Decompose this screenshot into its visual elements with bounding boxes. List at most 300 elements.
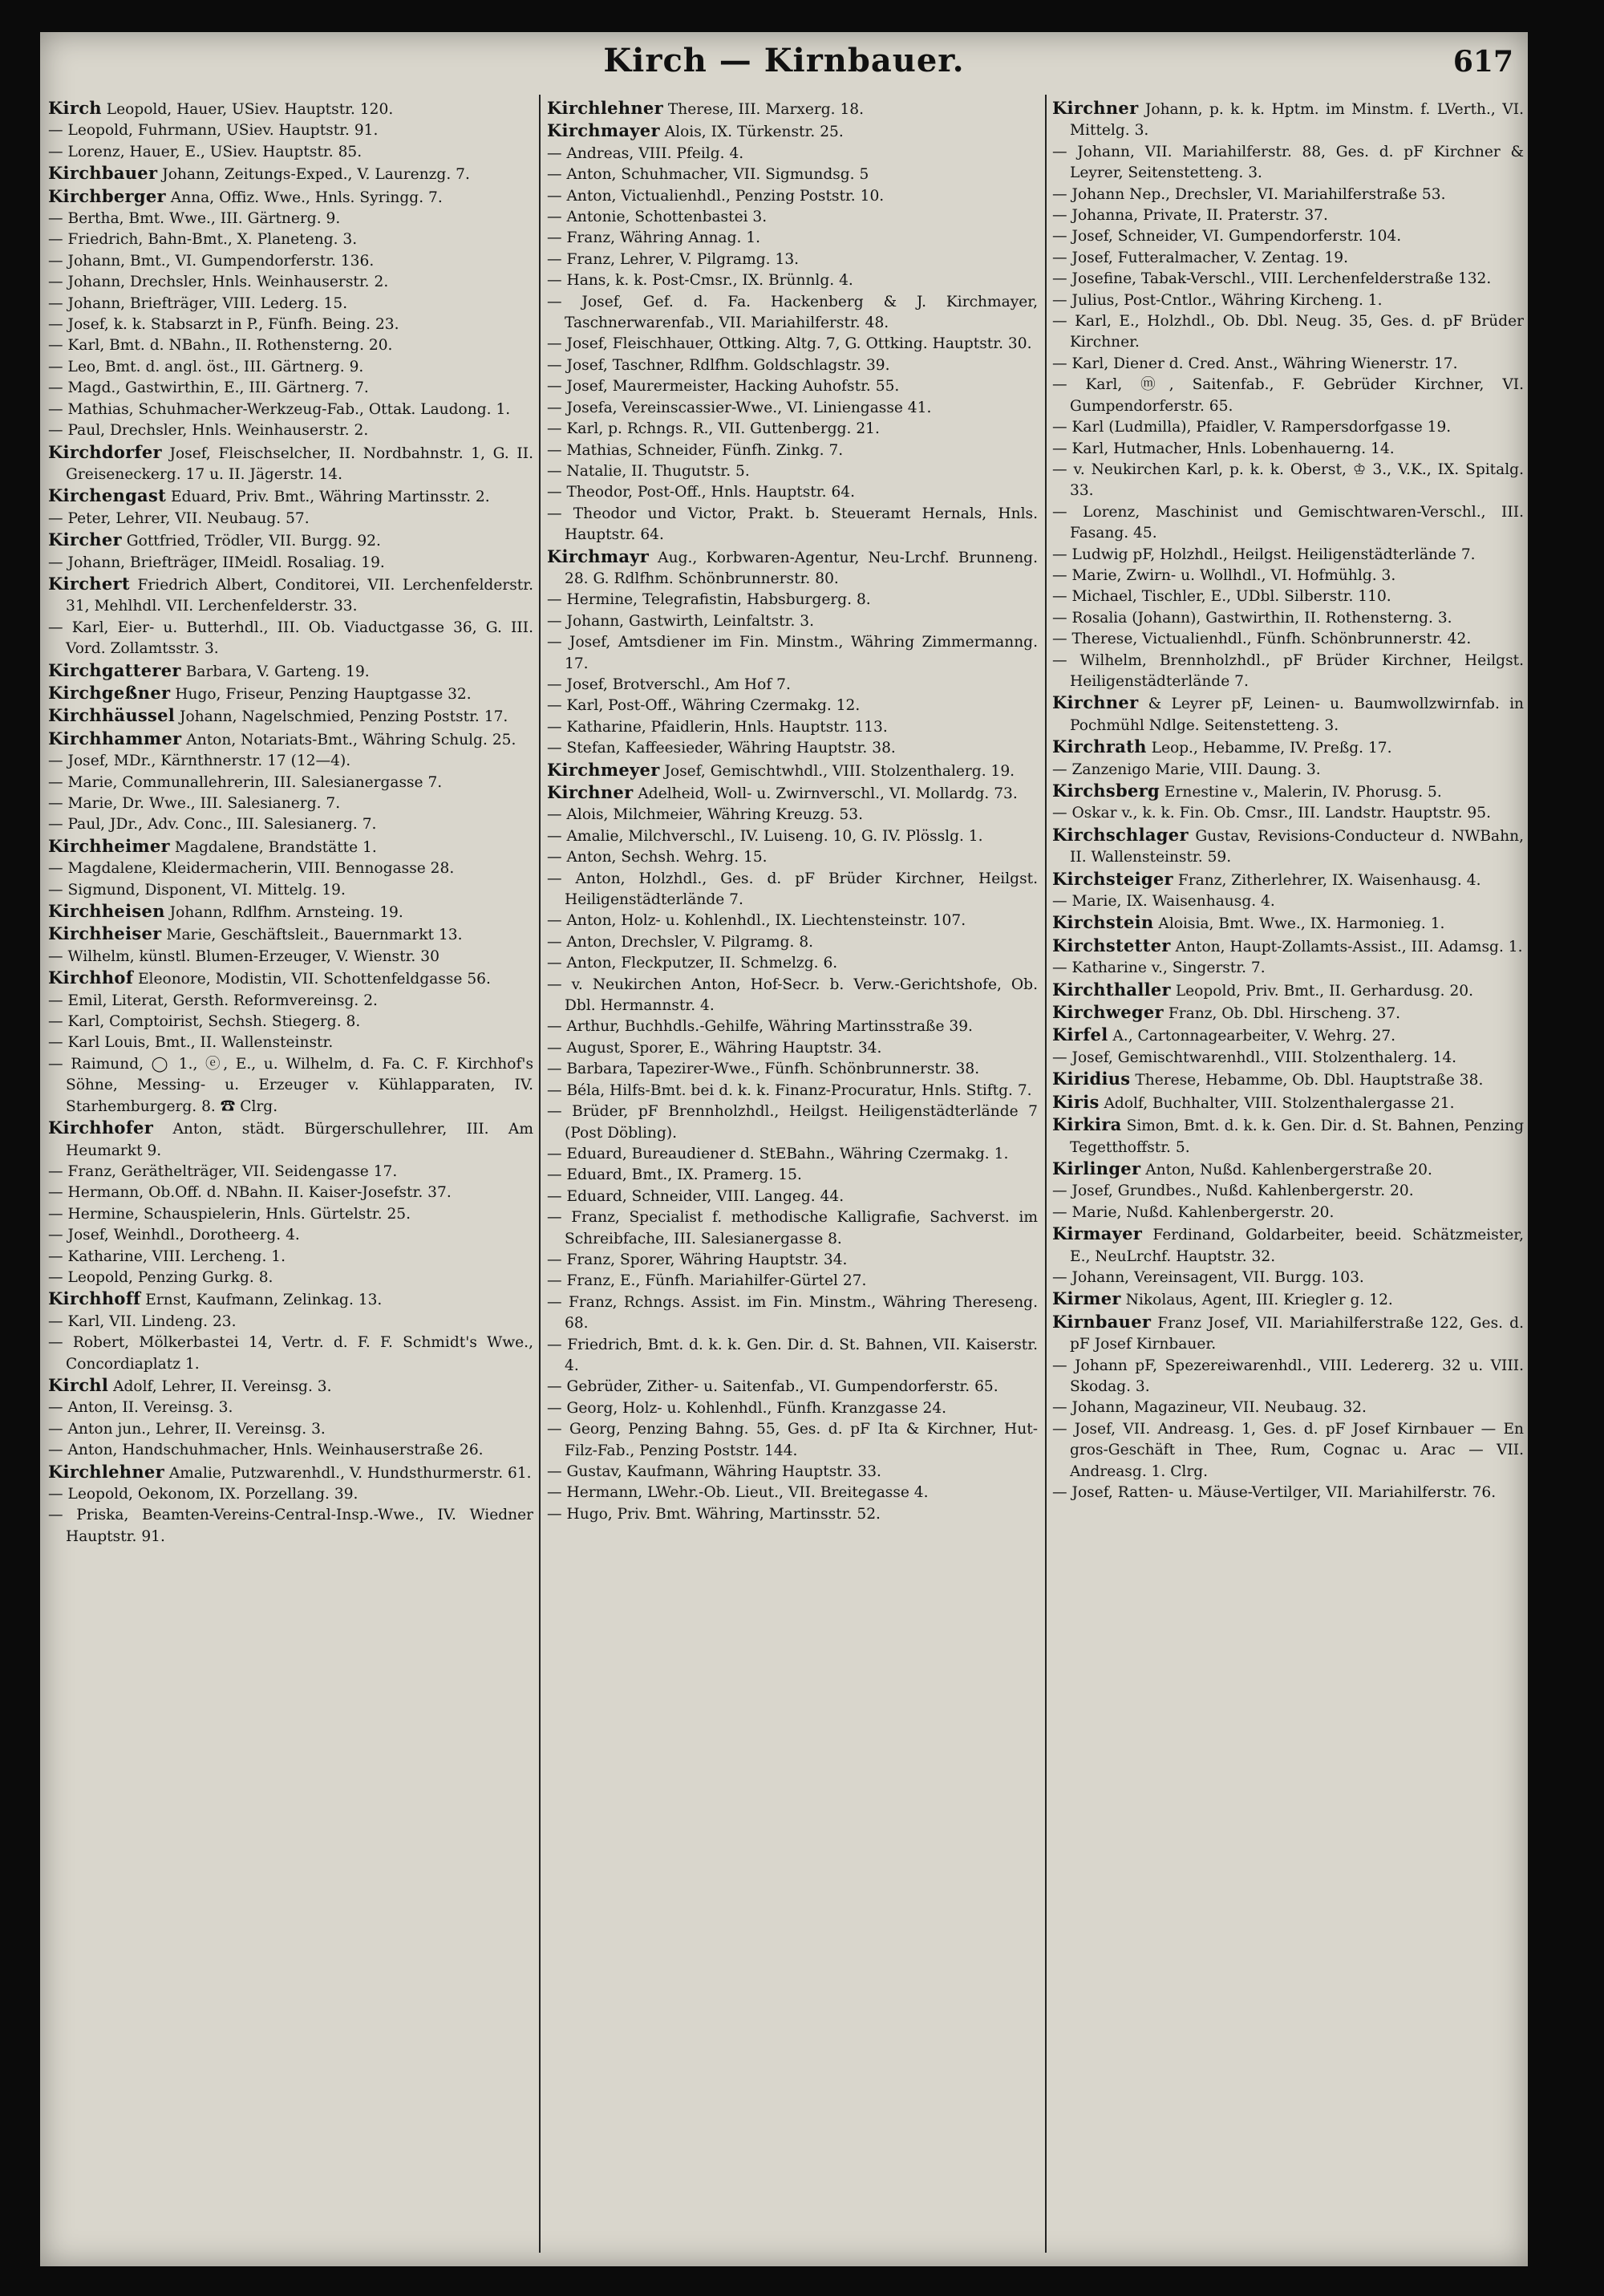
entry-text: — Gustav, Kaufmann, Währing Hauptstr. 33. (547, 1463, 881, 1480)
entry-text: — Priska, Beamten-Vereins-Central-Insp.-Wwe., IV. Wiedner Hauptstr. 91. (48, 1507, 533, 1545)
directory-entry (1052, 980, 1524, 1002)
directory-sub-entry (547, 975, 1038, 1017)
column-3 (1052, 98, 1524, 2256)
entry-text: — Franz, Specialist f. methodische Kalligrafie, Sachverst. im Schreibfache, III. Salesianergasse 8. (547, 1209, 1038, 1247)
entry-text: — Karl, Eier- u. Butterhdl., III. Ob. Viaductgasse 36, G. III. Vord. Zollamtsstr. 3. (48, 619, 533, 658)
directory-sub-entry (1052, 586, 1524, 607)
entry-text: — Marie, Zwirn- u. Wollhdl., VI. Hofmühlg. 3. (1052, 566, 1396, 584)
entry-text: — Franz, Lehrer, V. Pilgramg. 13. (547, 250, 800, 268)
directory-sub-entry (48, 314, 533, 335)
entry-text: — Brüder, pF Brennholzhdl., Heilgst. Heiligenstädterlände 7 (Post Döbling). (547, 1103, 1038, 1142)
entry-text: — Rosalia (Johann), Gastwirthin, II. Rothensterng. 3. (1052, 609, 1452, 627)
entry-text: — Lorenz, Hauer, E., USiev. Hauptstr. 85. (48, 143, 363, 160)
directory-sub-entry (48, 618, 533, 660)
entry-surname: Kirchner (1052, 692, 1139, 713)
directory-sub-entry (1052, 958, 1524, 979)
entry-text: — Anton, II. Vereinsg. 3. (48, 1399, 233, 1417)
entry-text: — Magd., Gastwirthin, E., III. Gärtnerg. 7. (48, 379, 369, 397)
entry-text: — Therese, Victualienhdl., Fünfh. Schönbrunnerstr. 42. (1052, 631, 1472, 648)
entry-text: — Josef, Taschner, Rdlfhm. Goldschlagstr. 39. (547, 356, 890, 374)
directory-sub-entry (48, 142, 533, 163)
directory-entry (1052, 1069, 1524, 1091)
entry-text: — Anton, Holz- u. Kohlenhdl., IX. Liechtensteinstr. 107. (547, 912, 966, 930)
directory-entry (1052, 1092, 1524, 1114)
directory-sub-entry (547, 953, 1038, 974)
entry-text: — Barbara, Tapezirer-Wwe., Fünfh. Schönbrunnerstr. 38. (547, 1061, 980, 1078)
entry-text: Franz Josef, VII. Mariahilferstraße 122, Ges. d. pF Josef Kirnbauer. (1070, 1314, 1524, 1353)
entry-text: — Mathias, Schneider, Fünfh. Zinkg. 7. (547, 441, 844, 459)
directory-sub-entry (547, 207, 1038, 228)
entry-surname: Kirchhoff (48, 1288, 141, 1309)
directory-entry (547, 760, 1038, 782)
directory-sub-entry (48, 251, 533, 272)
directory-sub-entry (1052, 439, 1524, 460)
entry-text: — Karl, VII. Lindeng. 23. (48, 1312, 237, 1330)
entry-text: A., Cartonnagearbeiter, V. Wehrg. 27. (1108, 1028, 1396, 1045)
entry-surname: Kirchl (48, 1374, 109, 1395)
entry-surname: Kirchner (547, 782, 634, 802)
entry-surname: Kirchlehner (547, 98, 663, 118)
directory-entry (48, 901, 533, 923)
entry-text: — Paul, JDr., Adv. Conc., III. Salesianerg. 7. (48, 816, 377, 834)
entry-text: — Franz, E., Fünfh. Mariahilfer-Gürtel 27. (547, 1272, 867, 1290)
entry-text: — Antonie, Schottenbastei 3. (547, 209, 768, 226)
entry-text: — Emil, Literat, Gersth. Reformvereinsg. 2. (48, 992, 378, 1009)
entry-text: — Hugo, Priv. Bmt. Währing, Martinsstr. 52. (547, 1505, 881, 1523)
directory-sub-entry (1052, 608, 1524, 629)
directory-sub-entry (48, 1268, 533, 1288)
entry-text: Alois, IX. Türkenstr. 25. (659, 124, 844, 141)
directory-sub-entry (547, 270, 1038, 291)
directory-entry (48, 1118, 533, 1162)
directory-sub-entry (48, 1505, 533, 1548)
entry-text: Anton, städt. Bürgerschullehrer, III. Am Heumarkt 9. (66, 1121, 533, 1159)
entry-text: — Eduard, Schneider, VIII. Langeg. 44. (547, 1187, 845, 1205)
entry-text: — Béla, Hilfs-Bmt. bei d. k. k. Finanz-Procuratur, Hnls. Stiftg. 7. (547, 1081, 1032, 1099)
directory-sub-entry (1052, 354, 1524, 375)
directory-sub-entry (48, 773, 533, 793)
directory-entry (48, 923, 533, 946)
entry-surname: Kirchheisen (48, 901, 165, 922)
directory-sub-entry (48, 294, 533, 314)
entry-surname: Kirchmeyer (547, 759, 660, 780)
entry-text: Gottfried, Trödler, VII. Burgg. 92. (121, 533, 381, 550)
directory-entry (48, 1375, 533, 1397)
entry-text: — Karl, E., Holzhdl., Ob. Dbl. Neug. 35, Ges. d. pF Brüder Kirchner. (1052, 313, 1524, 351)
entry-surname: Kirchstetter (1052, 935, 1171, 955)
entry-text: Ernestine v., Malerin, IV. Phorusg. 5. (1159, 784, 1442, 801)
directory-entry (48, 728, 533, 751)
directory-sub-entry (1052, 760, 1524, 781)
directory-sub-entry (48, 1440, 533, 1461)
directory-sub-entry (1052, 803, 1524, 824)
directory-sub-entry (547, 1335, 1038, 1377)
directory-entry (1052, 1158, 1524, 1181)
entry-text: Johann, Zeitungs-Exped., V. Laurenzg. 7. (157, 166, 470, 184)
entry-text: — Georg, Penzing Bahng. 55, Ges. d. pF Ita & Kirchner, Hut-Filz-Fab., Penzing Poststr. 144. (547, 1421, 1038, 1459)
directory-entry (1052, 1223, 1524, 1268)
entry-text: — Josef, Maurermeister, Hacking Auhofstr. 55. (547, 378, 900, 396)
entry-surname: Kirchlehner (48, 1461, 164, 1482)
entry-surname: Kirchhäussel (48, 705, 176, 726)
entry-surname: Kiris (1052, 1091, 1100, 1112)
entry-text: — Anton, Victualienhdl., Penzing Poststr. 10. (547, 187, 885, 205)
directory-entry (547, 98, 1038, 120)
entry-text: — Hermann, LWehr.-Ob. Lieut., VII. Breitegasse 4. (547, 1484, 929, 1502)
entry-text: Magdalene, Brandstätte 1. (169, 838, 377, 856)
directory-sub-entry (547, 376, 1038, 397)
entry-text: Johann, Rdlfhm. Arnsteing. 19. (164, 904, 403, 922)
entry-text: Anton, Nußd. Kahlenbergerstraße 20. (1140, 1161, 1432, 1178)
directory-sub-entry (1052, 1397, 1524, 1418)
entry-text: — Karl, ⓜ, Saitenfab., F. Gebrüder Kirchner, VI. Gumpendorferstr. 65. (1052, 376, 1524, 415)
directory-entry (48, 442, 533, 486)
directory-entry (1052, 1312, 1524, 1356)
directory-entry (1052, 1002, 1524, 1024)
page-title: Kirch — Kirnbauer. (603, 42, 965, 79)
entry-text: Ernst, Kaufmann, Zelinkag. 13. (140, 1292, 383, 1309)
entry-surname: Kirch (48, 98, 102, 118)
entry-surname: Kirchsberg (1052, 781, 1160, 801)
entry-text: — Johann Nep., Drechsler, VI. Mariahilferstraße 53. (1052, 185, 1446, 203)
entry-text: Ferdinand, Goldarbeiter, beeid. Schätzmeister, E., NeuLrchf. Hauptstr. 32. (1070, 1227, 1524, 1265)
directory-sub-entry (547, 632, 1038, 675)
entry-text: — Theodor, Post-Off., Hnls. Hauptstr. 64. (547, 484, 856, 501)
directory-entry (1052, 825, 1524, 869)
directory-entry (48, 574, 533, 618)
entry-surname: Kirchgeßner (48, 682, 171, 703)
directory-sub-entry (48, 1247, 533, 1268)
directory-sub-entry (547, 1038, 1038, 1059)
entry-text: — Karl Louis, Bmt., II. Wallensteinstr. (48, 1034, 334, 1052)
entry-text: Eduard, Priv. Bmt., Währing Martinsstr. 2. (166, 489, 490, 506)
entry-text: Eleonore, Modistin, VII. Schottenfeldgasse 56. (133, 971, 491, 988)
entry-text: — Johanna, Private, II. Praterstr. 37. (1052, 207, 1328, 225)
entry-text: Adolf, Buchhalter, VIII. Stolzenthalergasse 21. (1099, 1094, 1455, 1112)
entry-text: — Josef, Amtsdiener im Fin. Minstm., Währing Zimmermanng. 17. (547, 634, 1038, 672)
directory-sub-entry (48, 751, 533, 772)
directory-sub-entry (48, 880, 533, 901)
entry-text: & Leyrer pF, Leinen- u. Baumwollzwirnfab. in Pochmühl Ndlge. Seitenstetteng. 3. (1070, 696, 1524, 734)
entry-text: — Anton, Drechsler, V. Pilgramg. 8. (547, 933, 814, 951)
directory-sub-entry (547, 355, 1038, 376)
directory-sub-entry (547, 911, 1038, 931)
entry-text: Therese, III. Marxerg. 18. (662, 101, 865, 118)
entry-text: — Wilhelm, Brennholzhdl., pF Brüder Kirchner, Heilgst. Heiligenstädterlände 7. (1052, 651, 1524, 690)
entry-text: Barbara, V. Garteng. 19. (180, 663, 370, 680)
entry-text: — Zanzenigo Marie, VIII. Daung. 3. (1052, 761, 1321, 778)
entry-text: — Paul, Drechsler, Hnls. Weinhauserstr. 2. (48, 422, 369, 440)
entry-surname: Kirchhof (48, 967, 134, 988)
directory-sub-entry (48, 1225, 533, 1246)
entry-surname: Kirchbauer (48, 163, 158, 184)
directory-sub-entry (1052, 545, 1524, 566)
directory-sub-entry (1052, 226, 1524, 247)
directory-entry (1052, 1114, 1524, 1158)
directory-sub-entry (547, 164, 1038, 185)
entry-surname: Kirchthaller (1052, 979, 1171, 1000)
directory-sub-entry (547, 869, 1038, 911)
directory-sub-entry (48, 400, 533, 420)
directory-sub-entry (1052, 1268, 1524, 1288)
entry-text: — Marie, Nußd. Kahlenbergerstr. 20. (1052, 1203, 1335, 1221)
entry-text: Franz, Ob. Dbl. Hirscheng. 37. (1163, 1005, 1401, 1023)
entry-text: — Hans, k. k. Post-Cmsr., IX. Brünnlg. 4. (547, 272, 853, 290)
directory-sub-entry (1052, 1203, 1524, 1223)
entry-text: Anna, Offiz. Wwe., Hnls. Syringg. 7. (165, 189, 443, 206)
directory-sub-entry (547, 1101, 1038, 1144)
directory-sub-entry (48, 991, 533, 1012)
directory-sub-entry (48, 1419, 533, 1440)
entry-text: — Josef, Futteralmacher, V. Zentag. 19. (1052, 249, 1349, 266)
directory-sub-entry (1052, 375, 1524, 417)
entry-text: — Johann, Vereinsagent, VII. Burgg. 103. (1052, 1268, 1364, 1286)
entry-text: — Leopold, Penzing Gurkg. 8. (48, 1268, 273, 1286)
directory-sub-entry (547, 696, 1038, 716)
directory-sub-entry (48, 814, 533, 835)
entry-text: — Anton, Sechsh. Wehrg. 15. (547, 849, 768, 866)
directory-sub-entry (547, 1081, 1038, 1101)
entry-text: Gustav, Revisions-Conducteur d. NWBahn, II. Wallensteinstr. 59. (1070, 827, 1524, 866)
directory-entry (1052, 869, 1524, 891)
directory-sub-entry (1052, 417, 1524, 438)
entry-text: Nikolaus, Agent, III. Kriegler g. 12. (1120, 1292, 1393, 1309)
entry-text: — Franz, Sporer, Währing Hauptstr. 34. (547, 1251, 848, 1268)
entry-text: — Leopold, Oekonom, IX. Porzellang. 39. (48, 1486, 358, 1503)
entry-text: — Josef, Brotverschl., Am Hof 7. (547, 675, 791, 693)
entry-text: — Katharine, Pfaidlerin, Hnls. Hauptstr. 113. (547, 718, 888, 736)
directory-sub-entry (48, 793, 533, 814)
directory-entry (1052, 1024, 1524, 1047)
directory-sub-entry (48, 272, 533, 293)
directory-sub-entry (48, 1032, 533, 1053)
entry-text: Johann, p. k. k. Hptm. im Minstm. f. LVerth., VI. Mittelg. 3. (1070, 101, 1524, 140)
directory-sub-entry (547, 1377, 1038, 1397)
directory-entry (1052, 692, 1524, 736)
entry-text: — Hermann, Ob.Off. d. NBahn. II. Kaiser-Josefstr. 37. (48, 1184, 452, 1202)
directory-entry (48, 529, 533, 552)
entry-surname: Kirmer (1052, 1288, 1121, 1309)
entry-text: — Josef, Fleischhauer, Ottking. Altg. 7, G. Ottking. Hauptstr. 30. (547, 335, 1032, 353)
entry-surname: Kirlinger (1052, 1158, 1141, 1178)
directory-entry (48, 186, 533, 209)
directory-sub-entry (547, 1144, 1038, 1165)
entry-text: — Alois, Milchmeier, Währing Kreuzg. 53. (547, 806, 863, 824)
directory-sub-entry (48, 335, 533, 356)
entry-text: — Franz, Währing Annag. 1. (547, 229, 761, 247)
directory-entry (1052, 98, 1524, 142)
entry-text: — Karl, Bmt. d. NBahn., II. Rothensterng. 20. (48, 337, 393, 355)
directory-sub-entry (547, 1271, 1038, 1292)
directory-entry (48, 163, 533, 185)
entry-text: — Marie, IX. Waisenhausg. 4. (1052, 893, 1275, 911)
directory-sub-entry (547, 1059, 1038, 1080)
directory-entry (48, 485, 533, 508)
entry-surname: Kirchberger (48, 185, 166, 206)
entry-text: — Andreas, VIII. Pfeilg. 4. (547, 144, 744, 162)
directory-sub-entry (547, 440, 1038, 461)
entry-text: — Lorenz, Maschinist und Gemischtwaren-Verschl., III. Fasang. 45. (1052, 503, 1524, 542)
directory-entry (547, 546, 1038, 590)
entry-text: — Ludwig pF, Holzhdl., Heilgst. Heiligenstädterlände 7. (1052, 546, 1476, 563)
directory-entry (547, 782, 1038, 805)
directory-sub-entry (547, 186, 1038, 207)
directory-entry (48, 967, 533, 990)
entry-surname: Kircher (48, 529, 122, 550)
entry-text: Josef, Gemischtwhdl., VIII. Stolzenthalerg. 19. (659, 762, 1015, 780)
directory-sub-entry (547, 461, 1038, 482)
entry-text: — Michael, Tischler, E., UDbl. Silberstr. 110. (1052, 588, 1391, 606)
entry-text: — Franz, Rchngs. Assist. im Fin. Minstm., Währing Thereseng. 68. (547, 1293, 1038, 1333)
entry-text: — Friedrich, Bmt. d. k. k. Gen. Dir. d. St. Bahnen, VII. Kaiserstr. 4. (547, 1336, 1038, 1374)
directory-sub-entry (547, 738, 1038, 759)
directory-sub-entry (547, 1483, 1038, 1503)
directory-sub-entry (48, 509, 533, 529)
entry-text: Leopold, Priv. Bmt., II. Gerhardusg. 20. (1170, 982, 1474, 1000)
entry-text: Hugo, Friseur, Penzing Hauptgasse 32. (170, 685, 472, 703)
directory-sub-entry (547, 1165, 1038, 1186)
entry-text: Adelheid, Woll- u. Zwirnverschl., VI. Mollardg. 73. (633, 785, 1018, 802)
directory-sub-entry (547, 717, 1038, 738)
entry-surname: Kirchschlager (1052, 824, 1189, 845)
entry-text: — Johann, Bmt., VI. Gumpendorferstr. 136. (48, 252, 375, 270)
directory-sub-entry (48, 357, 533, 378)
directory-entry (48, 1462, 533, 1484)
entry-text: — Josef, k. k. Stabsarzt in P., Fünfh. Being. 23. (48, 316, 399, 334)
entry-text: — Hermine, Schauspielerin, Hnls. Gürtelstr. 25. (48, 1205, 411, 1223)
entry-text: — Johann, Drechsler, Hnls. Weinhauserstr. 2. (48, 274, 389, 291)
directory-entry (547, 120, 1038, 143)
entry-text: — Johann, Briefträger, IIMeidl. Rosaliag. 19. (48, 554, 385, 571)
entry-surname: Kirchdorfer (48, 441, 162, 462)
entry-text: — Raimund, ◯ 1., ⓔ, E., u. Wilhelm, d. Fa. C. F. Kirchhof's Söhne, Messing- u. Erzeuger v. Kühlapparaten, IV. Starhemburgerg. 8. ☎ Clrg. (48, 1055, 533, 1115)
directory-sub-entry (547, 1462, 1038, 1483)
directory-sub-entry (547, 826, 1038, 847)
entry-text: — August, Sporer, E., Währing Hauptstr. 34. (547, 1039, 882, 1057)
directory-sub-entry (547, 398, 1038, 419)
entry-text: — Josef, Gef. d. Fa. Hackenberg & J. Kirchmayer, Taschnerwarenfab., VII. Mariahilferstr. 48. (547, 293, 1038, 332)
directory-sub-entry (1052, 269, 1524, 290)
entry-text: — Karl, Comptoirist, Sechsh. Stiegerg. 8. (48, 1013, 361, 1031)
directory-sub-entry (48, 1484, 533, 1505)
entry-text: — Julius, Post-Cntlor., Währing Kircheng. 1. (1052, 291, 1383, 309)
entry-surname: Kirchrath (1052, 736, 1147, 757)
entry-surname: Kirnbauer (1052, 1311, 1152, 1332)
entry-text: Adolf, Lehrer, II. Vereinsg. 3. (108, 1377, 332, 1395)
entry-text: — Josefa, Vereinscassier-Wwe., VI. Liniengasse 41. (547, 399, 932, 416)
entry-text: — Theodor und Victor, Prakt. b. Steueramt Hernals, Hnls. Hauptstr. 64. (547, 505, 1038, 544)
entry-text: — Amalie, Milchverschl., IV. Luiseng. 10, G. IV. Plösslg. 1. (547, 827, 983, 845)
directory-sub-entry (547, 1398, 1038, 1419)
directory-sub-entry (547, 590, 1038, 611)
directory-sub-entry (1052, 1483, 1524, 1503)
entry-text: — v. Neukirchen Karl, p. k. k. Oberst, ♔ 3., V.K., IX. Spitalg. 33. (1052, 460, 1524, 500)
entry-surname: Kiridius (1052, 1069, 1131, 1089)
directory-sub-entry (1052, 1048, 1524, 1069)
entry-text: Johann, Nagelschmied, Penzing Poststr. 17. (175, 708, 508, 726)
directory-sub-entry (547, 1250, 1038, 1271)
directory-sub-entry (547, 228, 1038, 249)
directory-sub-entry (547, 1207, 1038, 1250)
directory-sub-entry (547, 847, 1038, 868)
directory-entry (48, 836, 533, 858)
page-header (40, 42, 1528, 98)
entry-text: — Stefan, Kaffeesieder, Währing Hauptstr. 38. (547, 740, 896, 757)
entry-text: — Sigmund, Disponent, VI. Mittelg. 19. (48, 881, 346, 899)
entry-text: — Josef, Weinhdl., Dorotheerg. 4. (48, 1227, 300, 1244)
entry-surname: Kirchner (1052, 98, 1139, 118)
directory-sub-entry (1052, 185, 1524, 205)
directory-sub-entry (547, 292, 1038, 335)
entry-text: — Leopold, Fuhrmann, USiev. Hauptstr. 91. (48, 122, 379, 140)
entry-text: — Katharine v., Singerstr. 7. (1052, 959, 1266, 977)
entry-surname: Kirchmayr (547, 546, 650, 566)
directory-sub-entry (48, 229, 533, 250)
entry-text: — Eduard, Bmt., IX. Pramerg. 15. (547, 1166, 802, 1184)
column-1 (48, 98, 533, 2256)
directory-sub-entry (48, 553, 533, 574)
directory-sub-entry (1052, 566, 1524, 586)
entry-text: — Magdalene, Kleidermacherin, VIII. Bennogasse 28. (48, 860, 455, 878)
entry-text: — Josef, Grundbes., Nußd. Kahlenbergerstr. 20. (1052, 1182, 1414, 1200)
entry-text: — Anton jun., Lehrer, II. Vereinsg. 3. (48, 1420, 326, 1438)
entry-text: — Natalie, II. Thugutstr. 5. (547, 462, 750, 480)
directory-sub-entry (48, 1182, 533, 1203)
entry-text: Therese, Hebamme, Ob. Dbl. Hauptstraße 38. (1130, 1072, 1484, 1089)
directory-sub-entry (547, 1419, 1038, 1462)
directory-sub-entry (1052, 891, 1524, 912)
directory-sub-entry (547, 1292, 1038, 1335)
entry-text: — Johann pF, Spezereiwarenhdl., VIII. Ledererg. 32 u. VIII. Skodag. 3. (1052, 1357, 1524, 1395)
entry-text: — Marie, Dr. Wwe., III. Salesianerg. 7. (48, 795, 341, 812)
directory-sub-entry (48, 378, 533, 399)
entry-text: — Josef, Schneider, VI. Gumpendorferstr. 104. (1052, 228, 1402, 245)
directory-sub-entry (48, 947, 533, 967)
entry-text: — Georg, Holz- u. Kohlenhdl., Fünfh. Kranzgasse 24. (547, 1399, 947, 1417)
directory-sub-entry (48, 1312, 533, 1333)
entry-text: Josef, Fleischselcher, II. Nordbahnstr. 1, G. II. Greiseneckerg. 17 u. II. Jägerstr. 14. (66, 444, 533, 483)
entry-text: — Peter, Lehrer, VII. Neubaug. 57. (48, 509, 310, 527)
entry-text: Simon, Bmt. d. k. k. Gen. Dir. d. St. Bahnen, Penzing Tegetthoffstr. 5. (1070, 1118, 1524, 1156)
directory-sub-entry (48, 1054, 533, 1118)
entry-surname: Kirchsteiger (1052, 868, 1173, 889)
directory-sub-entry (547, 419, 1038, 440)
directory-sub-entry (547, 1016, 1038, 1037)
column-divider (539, 95, 541, 2253)
entry-text: Aug., Korbwaren-Agentur, Neu-Lrchf. Brunneng. 28. G. Rdlfhm. Schönbrunnerstr. 80. (565, 549, 1038, 587)
entry-text: — Johann, Gastwirth, Leinfaltstr. 3. (547, 612, 815, 630)
directory-sub-entry (547, 675, 1038, 696)
directory-entry (1052, 935, 1524, 958)
entry-text: — Josef, Gemischtwarenhdl., VIII. Stolzenthalerg. 14. (1052, 1049, 1457, 1066)
directory-sub-entry (1052, 460, 1524, 502)
entry-text: — Josef, Ratten- u. Mäuse-Vertilger, VII. Mariahilferstr. 76. (1052, 1484, 1497, 1501)
directory-sub-entry (1052, 205, 1524, 226)
entry-surname: Kirchheimer (48, 835, 170, 856)
entry-text: Marie, Geschäftsleit., Bauernmarkt 13. (161, 927, 463, 944)
page-number: 617 (1452, 45, 1513, 79)
entry-surname: Kirkira (1052, 1114, 1122, 1135)
directory-entry (48, 98, 533, 120)
directory-entry (1052, 912, 1524, 935)
entry-text: — Marie, Communallehrerin, III. Salesianergasse 7. (48, 773, 443, 791)
entry-text: — Wilhelm, künstl. Blumen-Erzeuger, V. Wienstr. 30 (48, 947, 439, 965)
entry-text: Amalie, Putzwarenhdl., V. Hundsthurmerstr. 61. (164, 1464, 532, 1482)
entry-text: — Katharine, VIII. Lercheng. 1. (48, 1247, 286, 1265)
directory-sub-entry (547, 1187, 1038, 1207)
directory-page (40, 32, 1528, 2266)
directory-sub-entry (1052, 1356, 1524, 1398)
